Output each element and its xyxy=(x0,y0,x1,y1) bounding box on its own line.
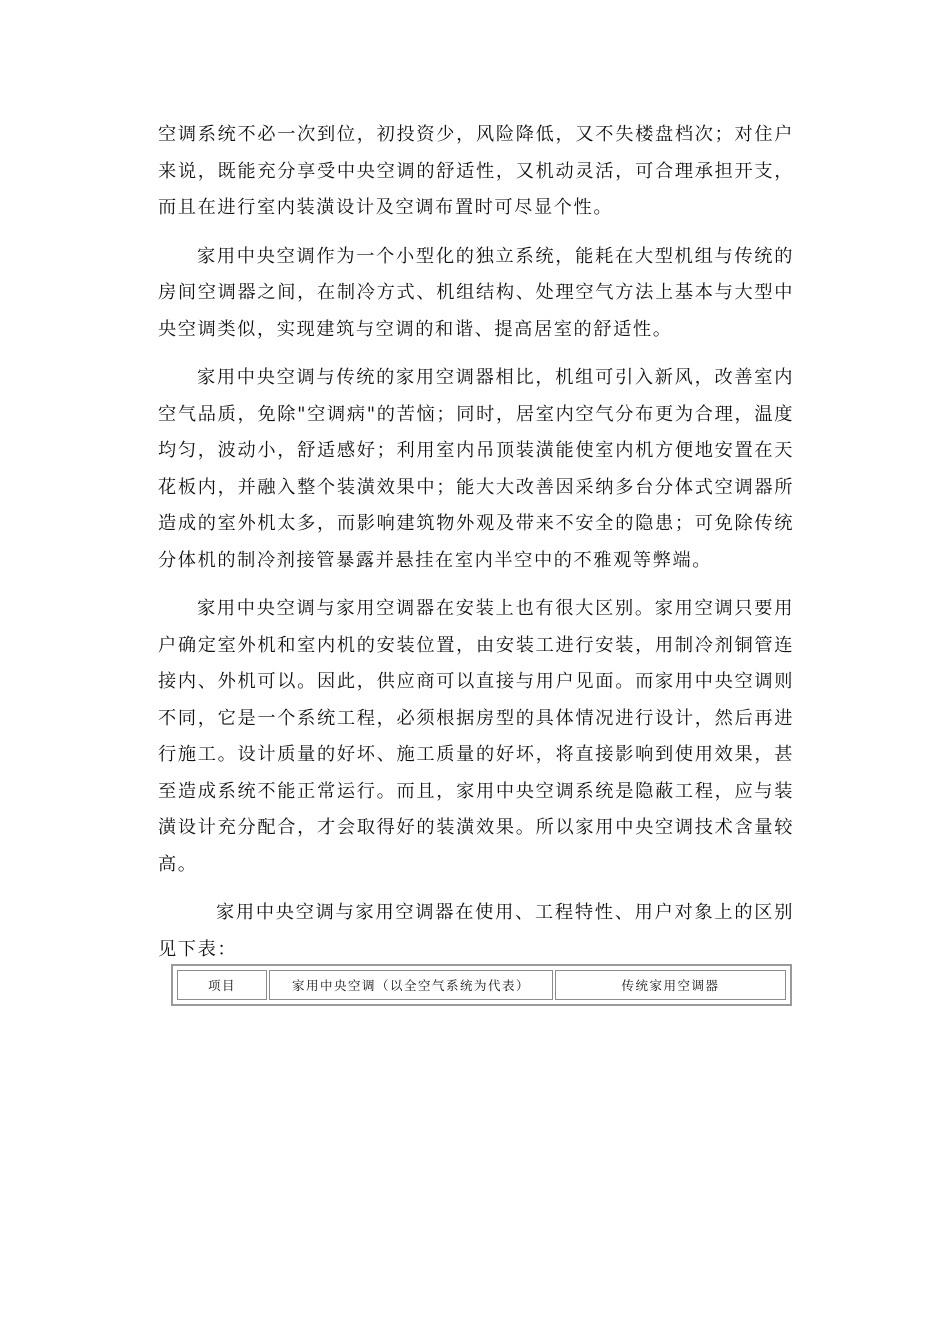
document-body xyxy=(158,117,794,968)
paragraph-5: 家用中央空调与家用空调器在使用、工程特性、用户对象上的区别见下表： xyxy=(158,902,794,960)
paragraph-4: 家用中央空调与家用空调器在安装上也有很大区别。家用空调只要用户确定室外机和室内机的安装位置，由安装工进行安装，用制冷剂铜管连接内、外机可以。因此，供应商可以直接与用户见面。而家用中央空调则不同，它是一个系统工程，必须根据房型的具体情况进行设计，然后再进行施工。设计质量的好坏、施工质量的好坏，将直接影响到使用效果，甚至造成系统不能正常运行。而且，家用中央空调系统是隐蔽工程，应与装潢设计充分配合，才会取得好的装潢效果。所以家用中央空调技术含量较高。 xyxy=(158,598,794,875)
table-header-traditional-ac: 传统家用空调器 xyxy=(555,970,786,1000)
paragraph-3: 家用中央空调与传统的家用空调器相比，机组可引入新风，改善室内空气品质，免除"空调病"的苦恼；同时，居室内空气分布更为合理，温度均匀，波动小，舒适感好；利用室内吊顶装潢能使室内机方便地安置在天花板内，并融入整个装潢效果中；能大大改善因采纳多台分体式空调器所造成的室外机太多，而影响建筑物外观及带来不安全的隐患；可免除传统分体机的制冷剂接管暴露并悬挂在室内半空中的不雅观等弊端。 xyxy=(158,367,794,571)
table-header-row xyxy=(177,970,786,1000)
comparison-table xyxy=(171,964,792,1006)
paragraph-2: 家用中央空调作为一个小型化的独立系统，能耗在大型机组与传统的房间空调器之间，在制冷方式、机组结构、处理空气方法上基本与大型中央空调类似，实现建筑与空调的和谐、提高居室的舒适性。 xyxy=(158,245,794,340)
table-header-central-ac: 家用中央空调（以全空气系统为代表） xyxy=(269,970,553,1000)
comparison-table-grid xyxy=(175,968,788,1002)
table-header-item: 项目 xyxy=(177,970,267,1000)
paragraph-1: 空调系统不必一次到位，初投资少，风险降低，又不失楼盘档次；对住户来说，既能充分享受中央空调的舒适性，又机动灵活，可合理承担开支，而且在进行室内装潢设计及空调布置时可尽显个性。 xyxy=(158,124,794,218)
